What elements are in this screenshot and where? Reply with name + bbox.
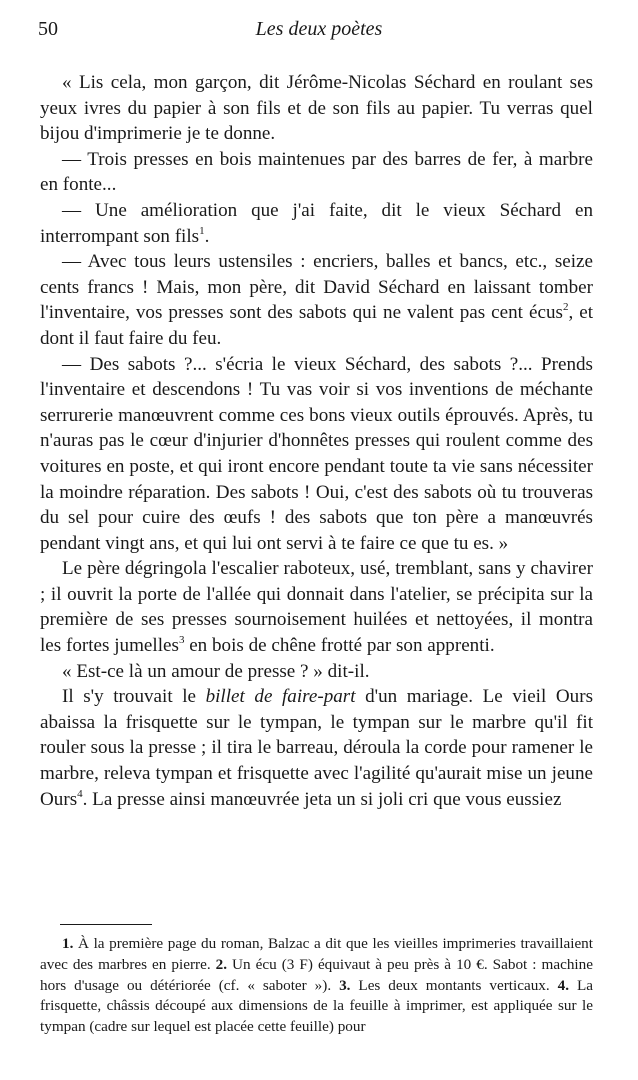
footnote-1-text: À la première page du roman, Balzac a dit que les vieilles imprimeries travaillaient avec des marbres en pierre.	[40, 935, 593, 973]
paragraph-8-text-a: Il s'y trouvait le	[62, 686, 206, 708]
paragraph-4-text-b: , et dont il faut faire du feu.	[40, 302, 594, 349]
footnote-1-number: 1.	[62, 935, 74, 952]
footnote-2-text: Un écu (3 F) équivaut à peu près à 10 €. Sabot : machine hors d'usage ou détériorée (cf. « saboter »).	[40, 955, 593, 994]
paragraph-6-text-a: Le père dégringola l'escalier raboteux, usé, tremblant, sans y chavirer ; il ouvrit la porte de l'allée qui donnait dans l'atelier, se précipita sur la première de ses presses sournoisement huilées et nettoyées, il montra les fortes jumelles	[40, 558, 593, 657]
footnote-ref-3: 3	[178, 634, 185, 647]
paragraph-6	[40, 556, 593, 658]
paragraph-8-text-c: . La presse ainsi manœuvrée jeta un si joli cri que vous eussiez	[82, 788, 562, 810]
footnote-ref-4: 4	[77, 787, 83, 800]
footnote-ref-2: 2	[562, 301, 569, 314]
footnotes-block	[40, 934, 593, 1038]
paragraph-3	[40, 198, 593, 249]
footnote-divider	[60, 924, 152, 925]
paragraph-5: — Des sabots ?... s'écria le vieux Séchard, des sabots ?... Prends l'inventaire et descendons ! Tu vas voir si vos inventions de méchante serrurerie manœuvrent comme ces bons vieux outils éprouvés. Après, tu n'auras pas le cœur d'injurier d'honnêtes presses qui roulent comme des voitures en poste, et qui iront encore pendant toute ta vie sans nécessiter la moindre réparation. Des sabots ! Oui, c'est des sabots où tu trouveras du sel pour cuire des œufs ! des sabots que ton père a manœuvrés pendant vingt ans, et qui lui ont servi à te faire ce que tu es. »	[40, 353, 593, 554]
paragraph-3-text: — Une amélioration que j'ai faite, dit le vieux Séchard en interrompant son fils	[40, 199, 593, 247]
paragraph-3-end: .	[204, 225, 210, 247]
footnote-3-number: 3.	[339, 976, 351, 994]
footnote-3-text: Les deux montants verticaux.	[350, 976, 558, 994]
paragraph-4-text-a: — Avec tous leurs ustensiles : encriers, balles et bancs, etc., seize cents francs ! Mais, mon père, dit David Séchard en laissant tomber l'inventaire, vos presses sont des sabots qui ne valent pas cent écus	[40, 251, 593, 324]
footnote-2-number: 2.	[215, 955, 228, 973]
paragraph-8-text-b: d'un mariage. Le vieil Ours abaissa la frisquette sur le tympan, le tympan sur le marbre qu'il fit rouler sous la presse ; il tira le barreau, déroula la corde pour ramener le marbre, releva tympan et frisquette avec l'agilité qu'aurait mise un jeune Ours	[40, 686, 593, 810]
paragraph-4	[40, 249, 593, 351]
paragraph-8-italic: billet de faire-part	[205, 686, 356, 708]
page-number: 50	[38, 18, 58, 40]
body-text	[40, 70, 593, 812]
paragraph-6-text-b: en bois de chêne frotté par son apprenti.	[184, 635, 495, 657]
paragraph-7: « Est-ce là un amour de presse ? » dit-il.	[62, 660, 370, 682]
paragraph-2: — Trois presses en bois maintenues par des barres de fer, à marbre en fonte...	[40, 148, 593, 196]
footnotes	[40, 934, 593, 1038]
running-title: Les deux poètes	[255, 18, 383, 40]
footnote-ref-1: 1	[199, 224, 205, 237]
footnote-4-number: 4.	[557, 976, 570, 994]
paragraph-1: « Lis cela, mon garçon, dit Jérôme-Nicolas Séchard en roulant ses yeux ivres du papier à son fils et de son fils au papier. Tu verras quel bijou d'imprimerie je te donne.	[40, 72, 593, 145]
paragraph-8	[40, 684, 593, 812]
footnote-4-text: La frisquette, châssis découpé aux dimensions de la feuille à imprimer, est appliquée sur le tympan (cadre sur lequel est placée cette feuille) pour	[40, 976, 593, 1036]
